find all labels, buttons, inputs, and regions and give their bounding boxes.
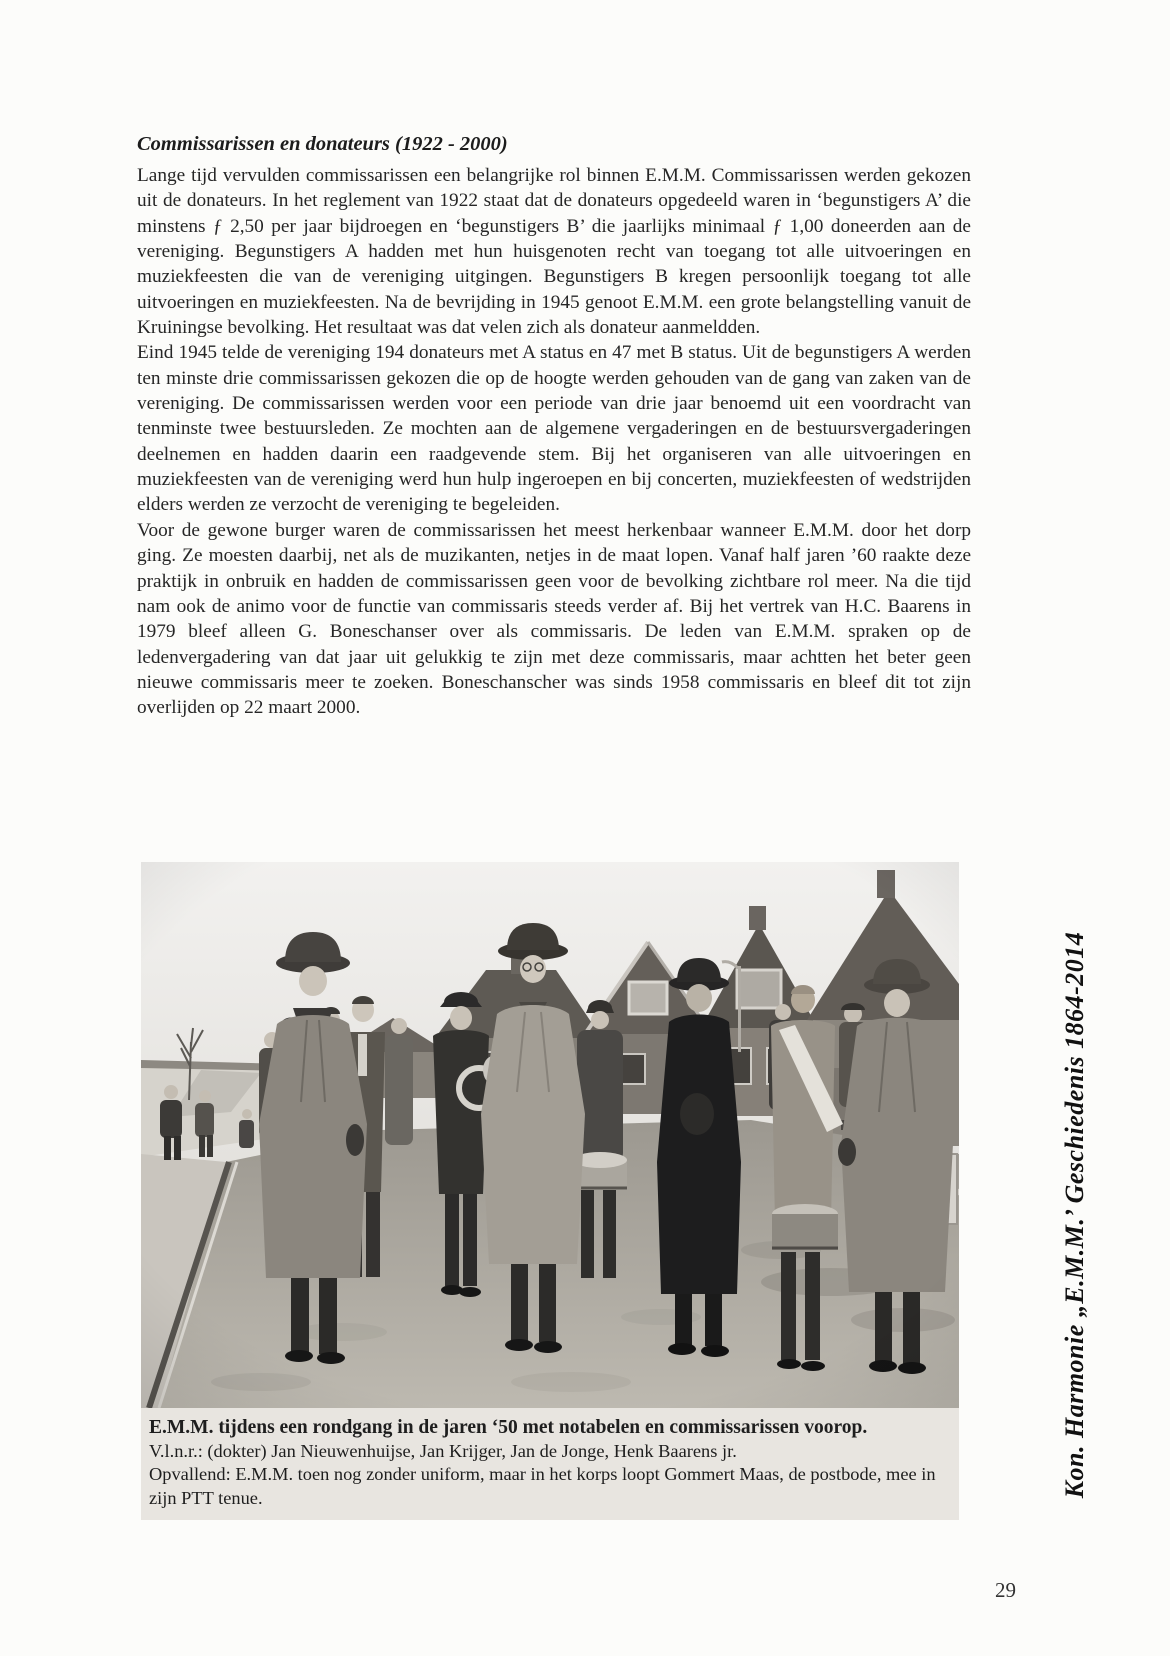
- photo-figure: [141, 862, 959, 1520]
- article: [137, 132, 971, 721]
- caption-title: E.M.M. tijdens een rondgang in de jaren ‘50 met notabelen en commissarissen voorop.: [149, 1417, 868, 1438]
- caption-names: V.l.n.r.: (dokter) Jan Nieuwenhuijse, Jan Krijger, Jan de Jonge, Henk Baarens jr.: [149, 1440, 737, 1461]
- photo-caption: [141, 1408, 959, 1520]
- article-title: Commissarissen en donateurs (1922 - 2000): [137, 133, 508, 155]
- paragraph-1: Lange tijd vervulden commissarissen een belangrijke rol binnen E.M.M. Commissarissen werden gekozen uit de donateurs. In het reglement van 1922 staat dat de donateurs opgedeeld waren in ‘begunstigers A’ die minstens ƒ 2,50 per jaar bijdroegen en ‘begunstigers B’ die jaarlijks minimaal ƒ 1,00 doneerden aan de vereniging. Begunstigers A hadden met hun huisgenoten recht van toegang tot alle uitvoeringen en muziekfeesten die van de vereniging uitgingen. Begunstigers B kregen persoonlijk toegang tot alle uitvoeringen en muziekfeesten. Na de bevrijding in 1945 genoot E.M.M. een grote belangstelling vanuit de Kruiningse bevolking. Het resultaat was dat velen zich als donateur aanmeldden.: [137, 165, 971, 339]
- paragraph-2: Eind 1945 telde de vereniging 194 donateurs met A status en 47 met B status. Uit de begunstigers A werden ten minste drie commissarissen gekozen die op de hoogte werden gehouden van de gang van zaken van de vereniging. De commissarissen werden voor een periode van drie jaar benoemd uit een voordracht van tenminste twee bestuursleden. Ze mochten aan de algemene vergaderingen en de bestuursvergaderingen deelnemen en hadden daarin een raadgevende stem. Bij het organiseren van alle uitvoeringen en muziekfeesten van de vereniging werd hun hulp ingeroepen en bij concerten, muziekfeesten of wedstrijden elders werden ze verzocht de vereniging te begeleiden.: [137, 342, 971, 516]
- paragraph-3: Voor de gewone burger waren de commissarissen het meest herkenbaar wanneer E.M.M. door het dorp ging. Ze moesten daarbij, net als de muzikanten, netjes in de maat lopen. Vanaf half jaren ’60 raakte deze praktijk in onbruik en hadden de commissarissen geen voor de bevolking zichtbare rol meer. Na die tijd nam ook de animo voor de functie van commissaris steeds verder af. Bij het vertrek van H.C. Baarens in 1979 bleef alleen G. Boneschanser over als commissaris. De leden van E.M.M. spraken op de ledenvergadering van dat jaar uit gelukkig te zijn met deze commissaris, maar achtten het beter geen nieuwe commissaris meer te zoeken. Boneschanscher was sinds 1958 commissaris en bleef dit tot zijn overlijden op 22 maart 2000.: [137, 519, 971, 719]
- article-body: [137, 163, 971, 721]
- procession-photo: [141, 862, 959, 1408]
- book-series-title: Kon. Harmonie „E.M.M.’ Geschiedenis 1864-2014: [1060, 931, 1089, 1499]
- caption-note: Opvallend: E.M.M. toen nog zonder uniform, maar in het korps loopt Gommert Maas, de postbode, mee in zijn PTT tenue.: [149, 1464, 936, 1508]
- vignette: [141, 862, 959, 1408]
- page-number: 29: [995, 1578, 1016, 1602]
